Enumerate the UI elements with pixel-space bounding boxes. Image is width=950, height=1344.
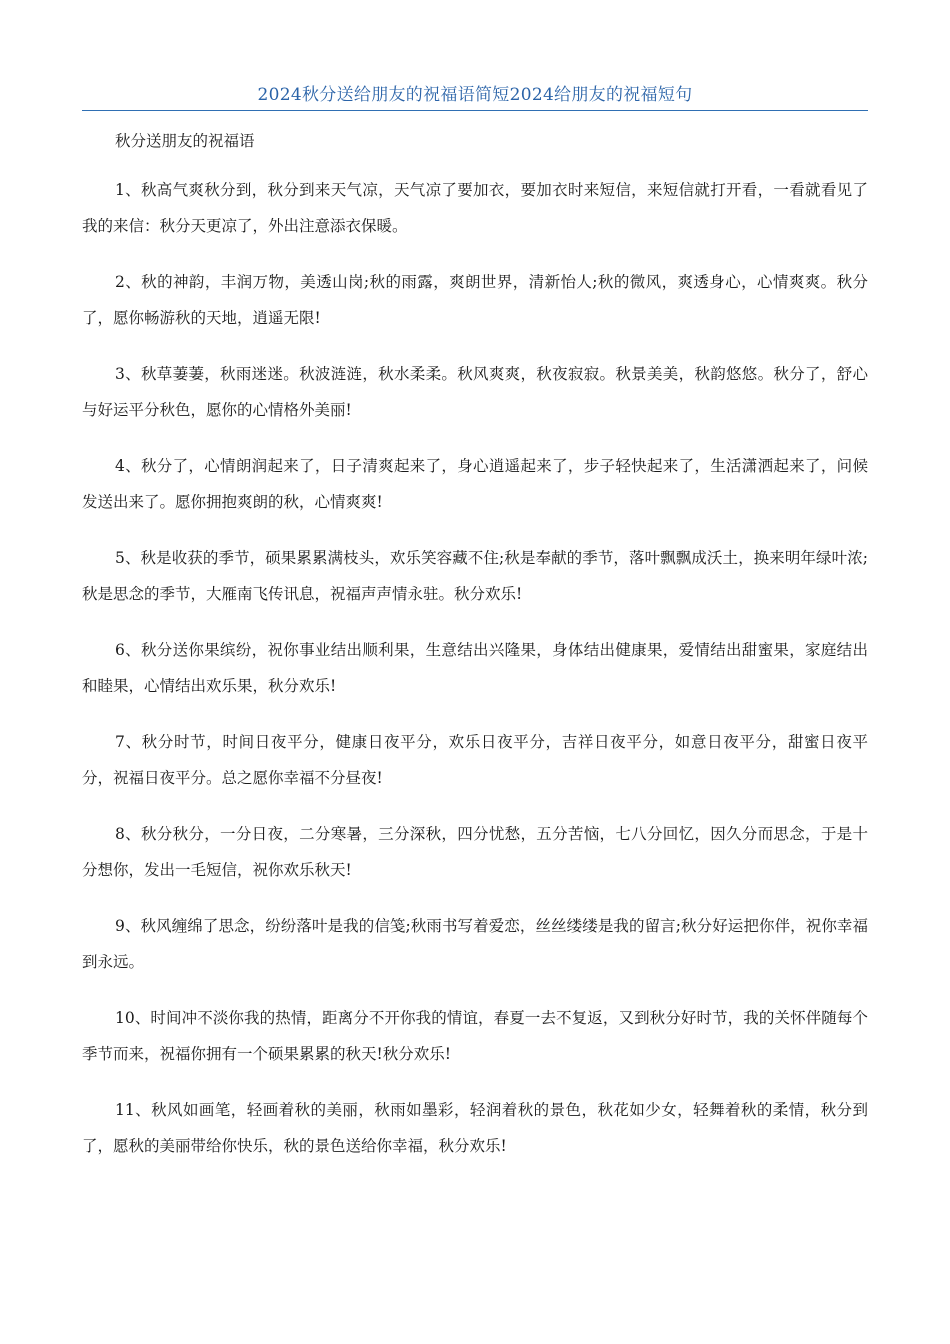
paragraph-11: 11、秋风如画笔，轻画着秋的美丽，秋雨如墨彩，轻润着秋的景色，秋花如少女，轻舞着秋的柔情，秋分到了，愿秋的美丽带给你快乐，秋的景色送给你幸福，秋分欢乐!	[82, 1101, 868, 1155]
paragraph-3: 3、秋草萋萋，秋雨迷迷。秋波涟涟，秋水柔柔。秋风爽爽，秋夜寂寂。秋景美美，秋韵悠悠。秋分了，舒心与好运平分秋色，愿你的心情格外美丽!	[82, 365, 868, 419]
paragraph-10: 10、时间冲不淡你我的热情，距离分不开你我的情谊，春夏一去不复返，又到秋分好时节，我的关怀伴随每个季节而来，祝福你拥有一个硕果累累的秋天!秋分欢乐!	[82, 1009, 868, 1063]
paragraph-4: 4、秋分了，心情朗润起来了，日子清爽起来了，身心逍遥起来了，步子轻快起来了，生活潇洒起来了，问候发送出来了。愿你拥抱爽朗的秋，心情爽爽!	[82, 457, 868, 511]
paragraph-8: 8、秋分秋分，一分日夜，二分寒暑，三分深秋，四分忧愁，五分苦恼，七八分回忆，因久分而思念，于是十分想你，发出一毛短信，祝你欢乐秋天!	[82, 825, 868, 879]
paragraph-2: 2、秋的神韵，丰润万物，美透山岗;秋的雨露，爽朗世界，清新怡人;秋的微风，爽透身心，心情爽爽。秋分了，愿你畅游秋的天地，逍遥无限!	[82, 273, 868, 327]
paragraph-1: 1、秋高气爽秋分到，秋分到来天气凉，天气凉了要加衣，要加衣时来短信，来短信就打开看，一看就看见了我的来信：秋分天更凉了，外出注意添衣保暖。	[82, 181, 868, 235]
page-header	[82, 80, 868, 111]
paragraph-7: 7、秋分时节，时间日夜平分，健康日夜平分，欢乐日夜平分，吉祥日夜平分，如意日夜平分，甜蜜日夜平分，祝福日夜平分。总之愿你幸福不分昼夜!	[82, 733, 868, 787]
section-heading: 秋分送朋友的祝福语	[115, 132, 255, 150]
paragraph-6: 6、秋分送你果缤纷，祝你事业结出顺利果，生意结出兴隆果，身体结出健康果，爱情结出甜蜜果，家庭结出和睦果，心情结出欢乐果，秋分欢乐!	[82, 641, 868, 695]
paragraph-5: 5、秋是收获的季节，硕果累累满枝头，欢乐笑容藏不住;秋是奉献的季节，落叶飘飘成沃土，换来明年绿叶浓;秋是思念的季节，大雁南飞传讯息，祝福声声情永驻。秋分欢乐!	[82, 549, 868, 603]
paragraph-9: 9、秋风缠绵了思念，纷纷落叶是我的信笺;秋雨书写着爱恋，丝丝缕缕是我的留言;秋分好运把你伴，祝你幸福到永远。	[82, 917, 868, 971]
document-body	[82, 127, 868, 1184]
page-title: 2024秋分送给朋友的祝福语简短2024给朋友的祝福短句	[257, 85, 693, 105]
